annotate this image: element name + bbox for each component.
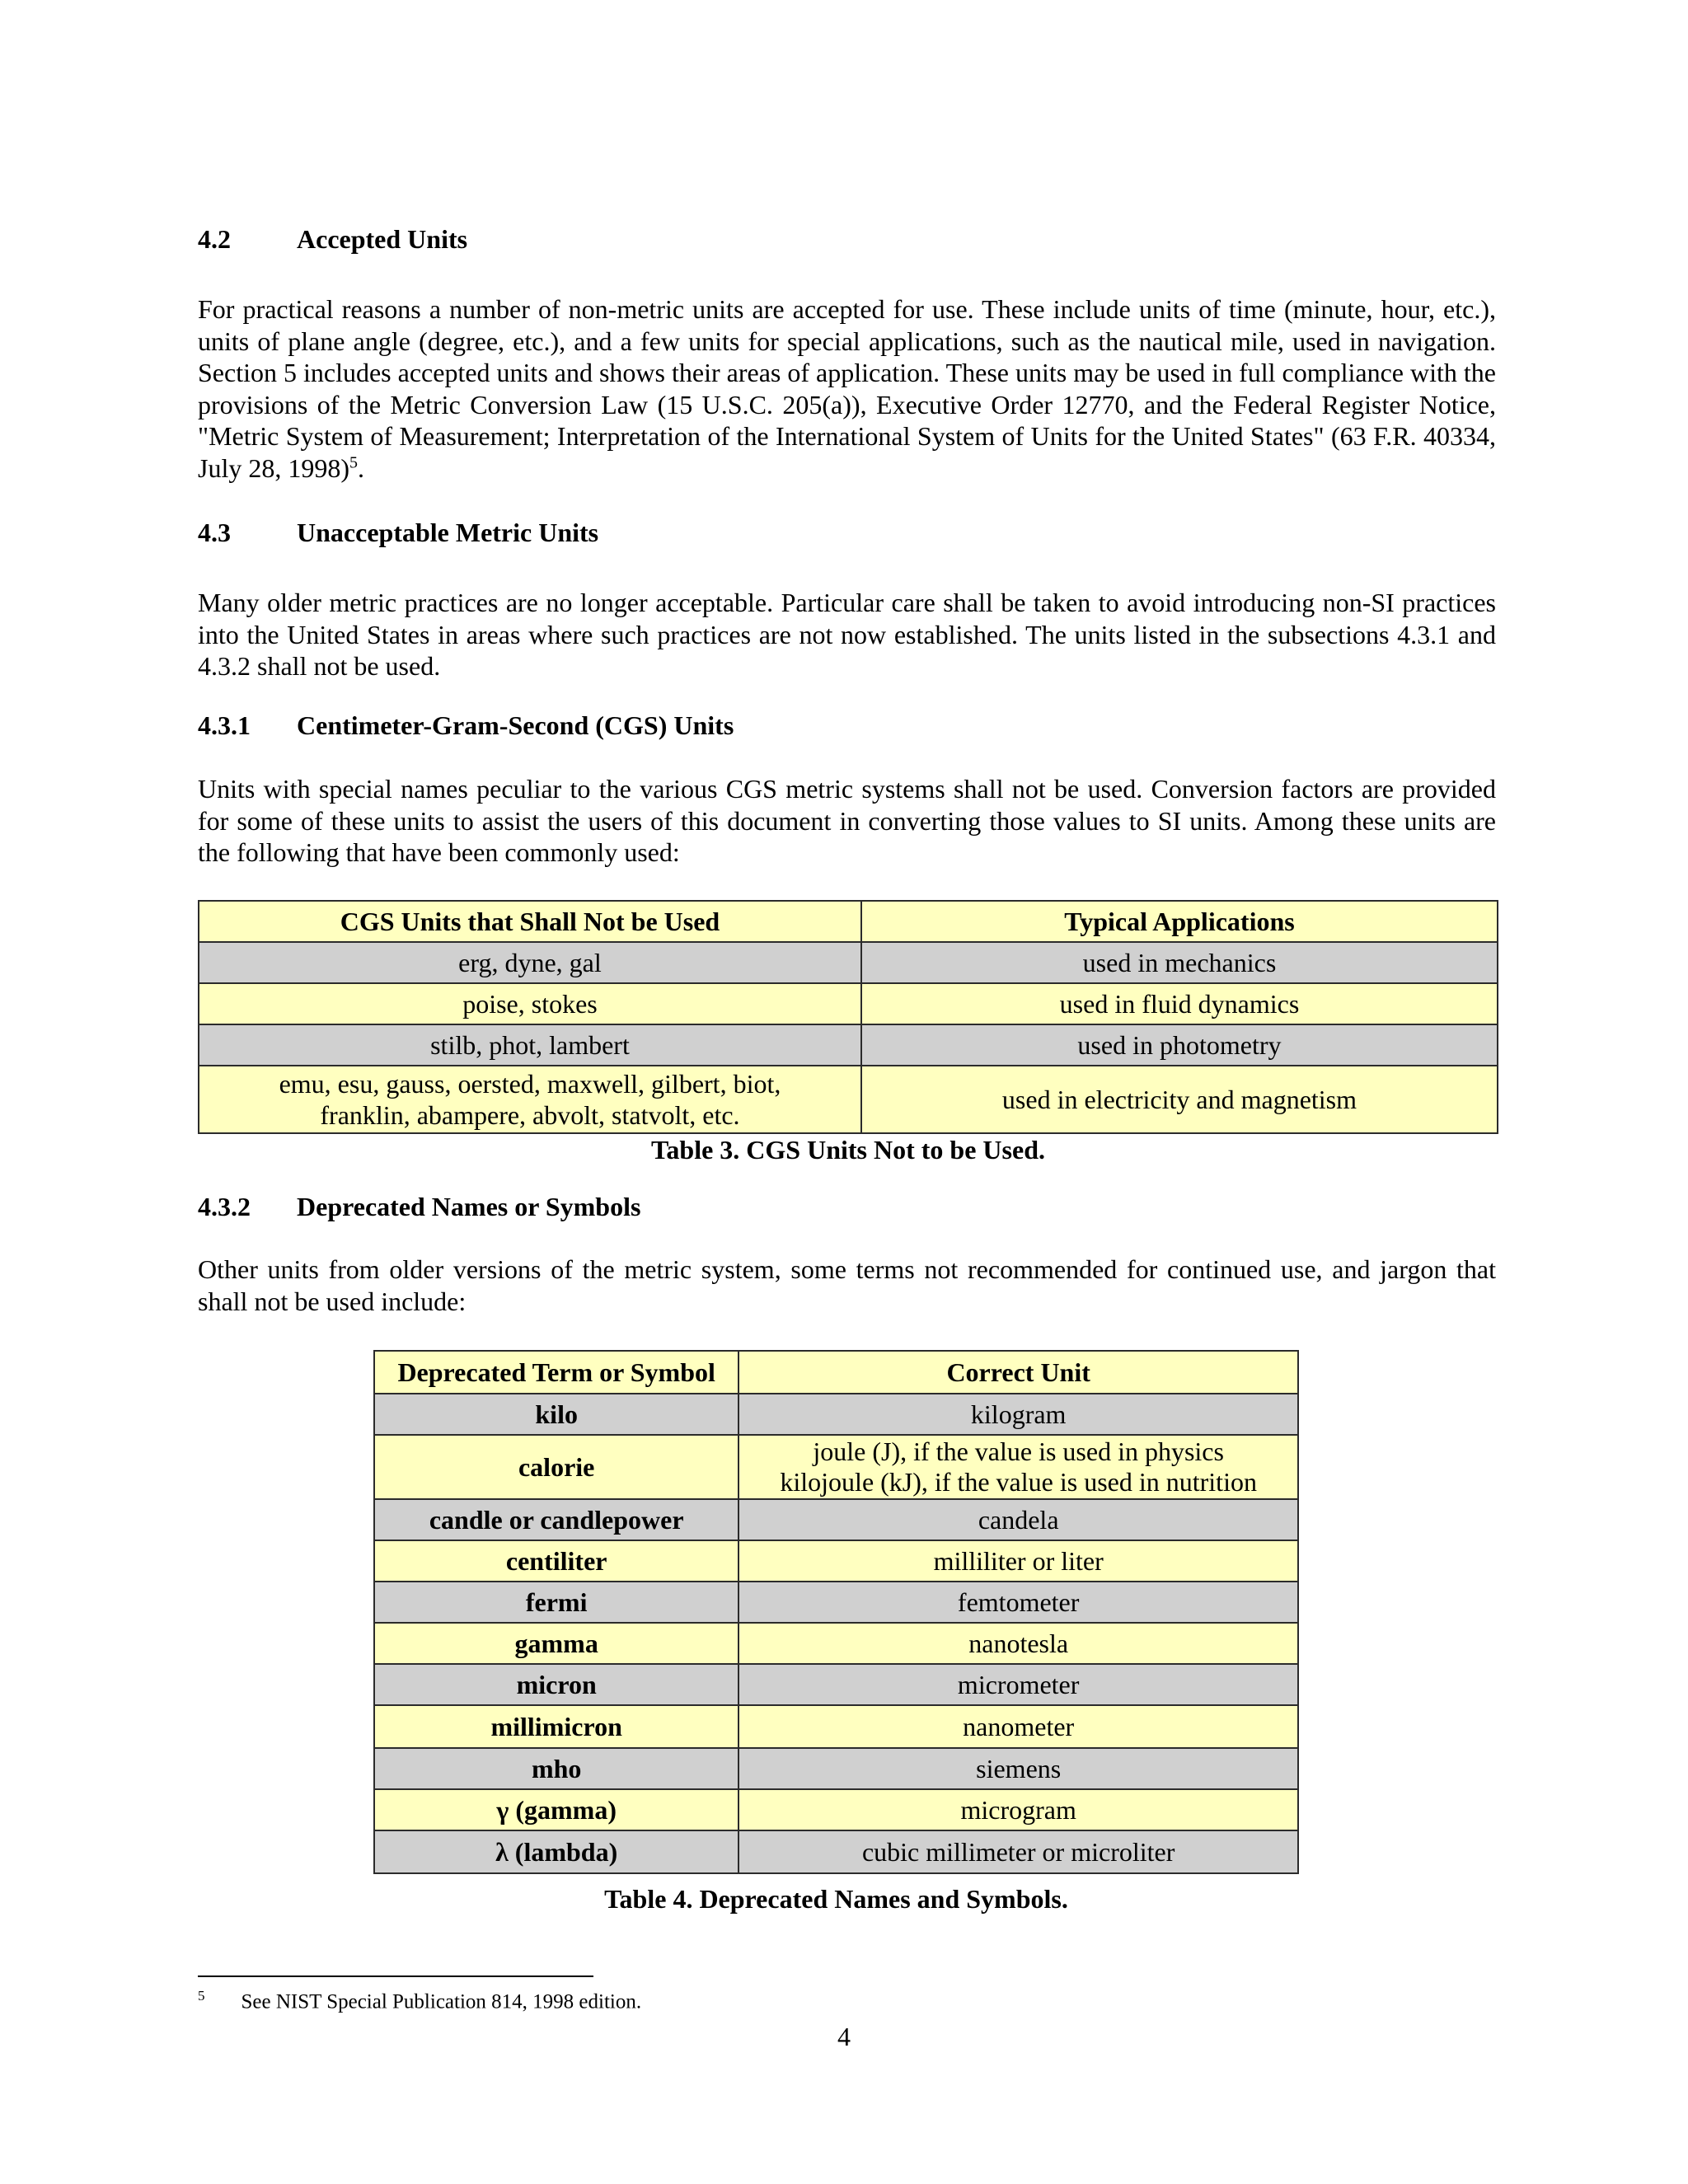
paragraph-text: Units with special names peculiar to the various CGS metric systems shall not be used. Conversion factors are provided for some of these units to assist the users of this document in converting those values to SI units. Among these units are the following that have been commonly used:: [198, 774, 1496, 867]
page-number: 4: [837, 2022, 851, 2051]
paragraph-end: .: [358, 452, 364, 483]
section-4-3-2-heading: [198, 1192, 640, 1222]
section-title: Centimeter-Gram-Second (CGS) Units: [297, 710, 734, 740]
cell-line: franklin, abampere, abvolt, statvolt, etc.: [320, 1100, 740, 1130]
paragraph-text: For practical reasons a number of non-metric units are accepted for use. These include units of time (minute, hour, etc.), units of plane angle (degree, etc.), and a few units for special applications, such as the nautical mile, used in navigation. Section 5 includes accepted units and shows their areas of application. These units may be used in full compliance with the provisions of the Metric Conversion Law (15 U.S.C. 205(a)), Executive Order 12770, and the Federal Register Notice, "Metric System of Measurement; Interpretation of the International System of Units for the United States" (63 F.R. 40334, July 28, 1998): [198, 294, 1496, 483]
column-header: Correct Unit: [738, 1351, 1298, 1394]
section-number: 4.3.1: [198, 710, 251, 740]
section-title: Unacceptable Metric Units: [297, 518, 599, 547]
paragraph-text: Many older metric practices are no longer acceptable. Particular care shall be taken to avoid introducing non-SI practices into the United States in areas where such practices are not now established. The units listed in the subsections 4.3.1 and 4.3.2 shall not be used.: [198, 588, 1496, 681]
cgs-unit-cell: poise, stokes: [199, 983, 861, 1024]
correct-unit-cell: milliliter or liter: [738, 1540, 1298, 1582]
deprecated-term-cell: fermi: [374, 1582, 738, 1623]
correct-unit-cell: kilogram: [738, 1394, 1298, 1435]
cell-line: kilojoule (kJ), if the value is used in nutrition: [780, 1467, 1257, 1497]
table-4-deprecated-names: [373, 1350, 1299, 1874]
section-4-3-heading: [198, 518, 598, 548]
column-header: Typical Applications: [861, 901, 1498, 942]
paragraph-4-2: [198, 293, 1496, 484]
cell-line: joule (J), if the value is used in physics: [813, 1436, 1224, 1466]
section-number: 4.3.2: [198, 1192, 251, 1221]
table-row: [374, 1582, 1298, 1623]
footnote-separator: [198, 1975, 593, 1977]
table-4-caption: Table 4. Deprecated Names and Symbols.: [604, 1884, 1068, 1914]
table-row: [374, 1540, 1298, 1582]
table-row: [374, 1748, 1298, 1789]
application-cell: used in electricity and magnetism: [861, 1066, 1498, 1133]
column-header: CGS Units that Shall Not be Used: [199, 901, 861, 942]
table-row: [374, 1664, 1298, 1705]
correct-unit-cell: micrometer: [738, 1664, 1298, 1705]
table-3-caption: Table 3. CGS Units Not to be Used.: [651, 1135, 1045, 1165]
table-header-row: [199, 901, 1498, 942]
footnote-ref: 5: [349, 452, 358, 471]
deprecated-term-cell: centiliter: [374, 1540, 738, 1582]
footnote: [198, 1988, 641, 2013]
deprecated-term-cell: millimicron: [374, 1705, 738, 1748]
table-row: [374, 1499, 1298, 1540]
cgs-unit-cell: stilb, phot, lambert: [199, 1024, 861, 1066]
paragraph-text: Other units from older versions of the metric system, some terms not recommended for continued use, and jargon that shall not be used include:: [198, 1254, 1496, 1316]
paragraph-4-3: [198, 587, 1496, 682]
application-cell: used in mechanics: [861, 942, 1498, 983]
application-cell: used in photometry: [861, 1024, 1498, 1066]
footnote-mark: 5: [198, 1988, 205, 2004]
table-row: [374, 1394, 1298, 1435]
column-header: Deprecated Term or Symbol: [374, 1351, 738, 1394]
section-number: 4.2: [198, 224, 231, 254]
deprecated-term-cell: gamma: [374, 1623, 738, 1664]
section-title: Deprecated Names or Symbols: [297, 1192, 641, 1221]
correct-unit-cell: cubic millimeter or microliter: [738, 1830, 1298, 1873]
correct-unit-cell: nanometer: [738, 1705, 1298, 1748]
section-4-2-heading: [198, 224, 467, 255]
deprecated-term-cell: λ (lambda): [374, 1830, 738, 1873]
correct-unit-cell: femtometer: [738, 1582, 1298, 1623]
deprecated-term-cell: mho: [374, 1748, 738, 1789]
paragraph-4-3-2: [198, 1254, 1496, 1317]
correct-unit-cell: candela: [738, 1499, 1298, 1540]
cell-line: emu, esu, gauss, oersted, maxwell, gilbert, biot,: [279, 1069, 781, 1099]
application-cell: used in fluid dynamics: [861, 983, 1498, 1024]
deprecated-term-cell: kilo: [374, 1394, 738, 1435]
table-row: [199, 942, 1498, 983]
paragraph-4-3-1: [198, 773, 1496, 869]
table-row: [199, 983, 1498, 1024]
correct-unit-cell: siemens: [738, 1748, 1298, 1789]
correct-unit-cell: microgram: [738, 1789, 1298, 1830]
deprecated-term-cell: γ (gamma): [374, 1789, 738, 1830]
correct-unit-cell: nanotesla: [738, 1623, 1298, 1664]
cgs-unit-cell: [199, 1066, 861, 1133]
table-row: [374, 1435, 1298, 1499]
table-3-cgs-units: [198, 900, 1498, 1134]
table-row: [374, 1705, 1298, 1748]
table-header-row: [374, 1351, 1298, 1394]
deprecated-term-cell: candle or candlepower: [374, 1499, 738, 1540]
table-row: [374, 1789, 1298, 1830]
table-row: [374, 1623, 1298, 1664]
table-row: [199, 1024, 1498, 1066]
footnote-text: See NIST Special Publication 814, 1998 edition.: [241, 1990, 642, 2013]
deprecated-term-cell: micron: [374, 1664, 738, 1705]
correct-unit-cell: [738, 1435, 1298, 1499]
deprecated-term-cell: calorie: [374, 1435, 738, 1499]
table-row: [199, 1066, 1498, 1133]
section-4-3-1-heading: [198, 710, 734, 741]
section-number: 4.3: [198, 518, 231, 547]
section-title: Accepted Units: [297, 224, 468, 254]
table-row: [374, 1830, 1298, 1873]
cgs-unit-cell: erg, dyne, gal: [199, 942, 861, 983]
